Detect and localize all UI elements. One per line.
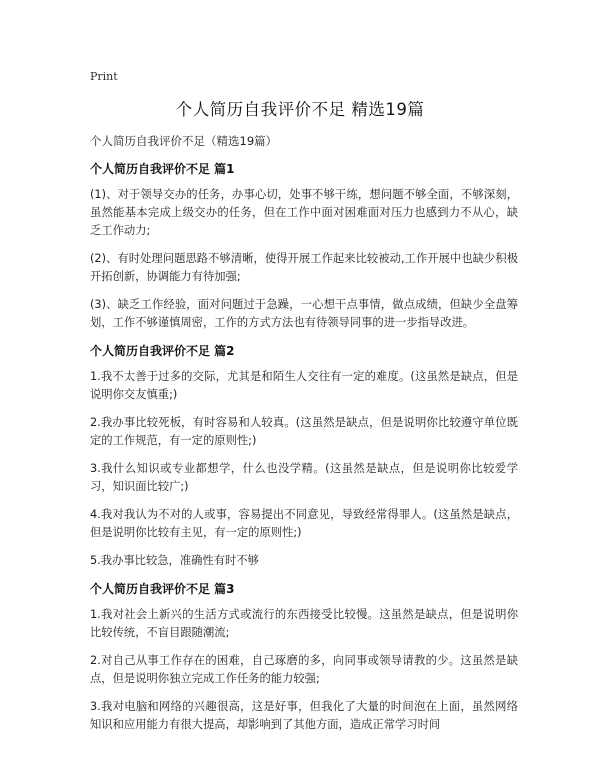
paragraph: 1.我不太善于过多的交际，尤其是和陌生人交往有一定的难度。(这虽然是缺点，但是说明你交友慎重;) xyxy=(90,370,518,401)
document-body xyxy=(90,160,518,744)
paragraph: 3.我对电脑和网络的兴趣很高，这是好事，但我化了大量的时间泡在上面，虽然网络知识和应用能力有很大提高，却影响到了其他方面，造成正常学习时间 xyxy=(90,700,518,731)
section-heading: 个人简历自我评价不足 篇3 xyxy=(90,582,235,596)
paragraph: (2)、有时处理问题思路不够清晰，使得开展工作起来比较被动,工作开展中也缺少积极开拓创新，协调能力有待加强; xyxy=(90,252,518,283)
section-2 xyxy=(90,342,518,570)
page-subtitle: 个人简历自我评价不足（精选19篇） xyxy=(90,134,278,148)
paragraph: 2.我办事比较死板，有时容易和人较真。(这虽然是缺点，但是说明你比较遵守单位既定的工作规范，有一定的原则性;) xyxy=(90,416,518,447)
paragraph: 5.我办事比较急，准确性有时不够 xyxy=(90,554,259,567)
page-title: 个人简历自我评价不足 精选19篇 xyxy=(175,100,425,119)
section-1 xyxy=(90,160,518,332)
paragraph: 2.对自己从事工作存在的困难，自己琢磨的多，向同事或领导请教的少。这虽然是缺点，但是说明你独立完成工作任务的能力较强; xyxy=(90,654,518,685)
section-3 xyxy=(90,580,518,734)
paragraph: 4.我对我认为不对的人或事，容易提出不同意见，导致经常得罪人。(这虽然是缺点，但是说明你比较有主见，有一定的原则性;) xyxy=(90,508,518,539)
print-label: Print xyxy=(90,70,118,83)
paragraph: 3.我什么知识或专业都想学，什么也没学精。(这虽然是缺点，但是说明你比较爱学习，知识面比较广;) xyxy=(90,462,518,493)
paragraph: (1)、对于领导交办的任务，办事心切，处事不够干练，想问题不够全面，不够深刻，虽然能基本完成上级交办的任务，但在工作中面对困难面对压力也感到力不从心，缺乏工作动力; xyxy=(90,188,518,237)
paragraph: 1.我对社会上新兴的生活方式或流行的东西接受比较慢。这虽然是缺点，但是说明你比较传统，不盲目跟随潮流; xyxy=(90,608,518,639)
section-heading: 个人简历自我评价不足 篇1 xyxy=(90,162,235,176)
section-heading: 个人简历自我评价不足 篇2 xyxy=(90,344,235,358)
paragraph: (3)、缺乏工作经验，面对问题过于急躁，一心想干点事情，做点成绩，但缺少全盘筹划，工作不够谨慎周密，工作的方式方法也有待领导同事的进一步指导改进。 xyxy=(90,298,518,329)
